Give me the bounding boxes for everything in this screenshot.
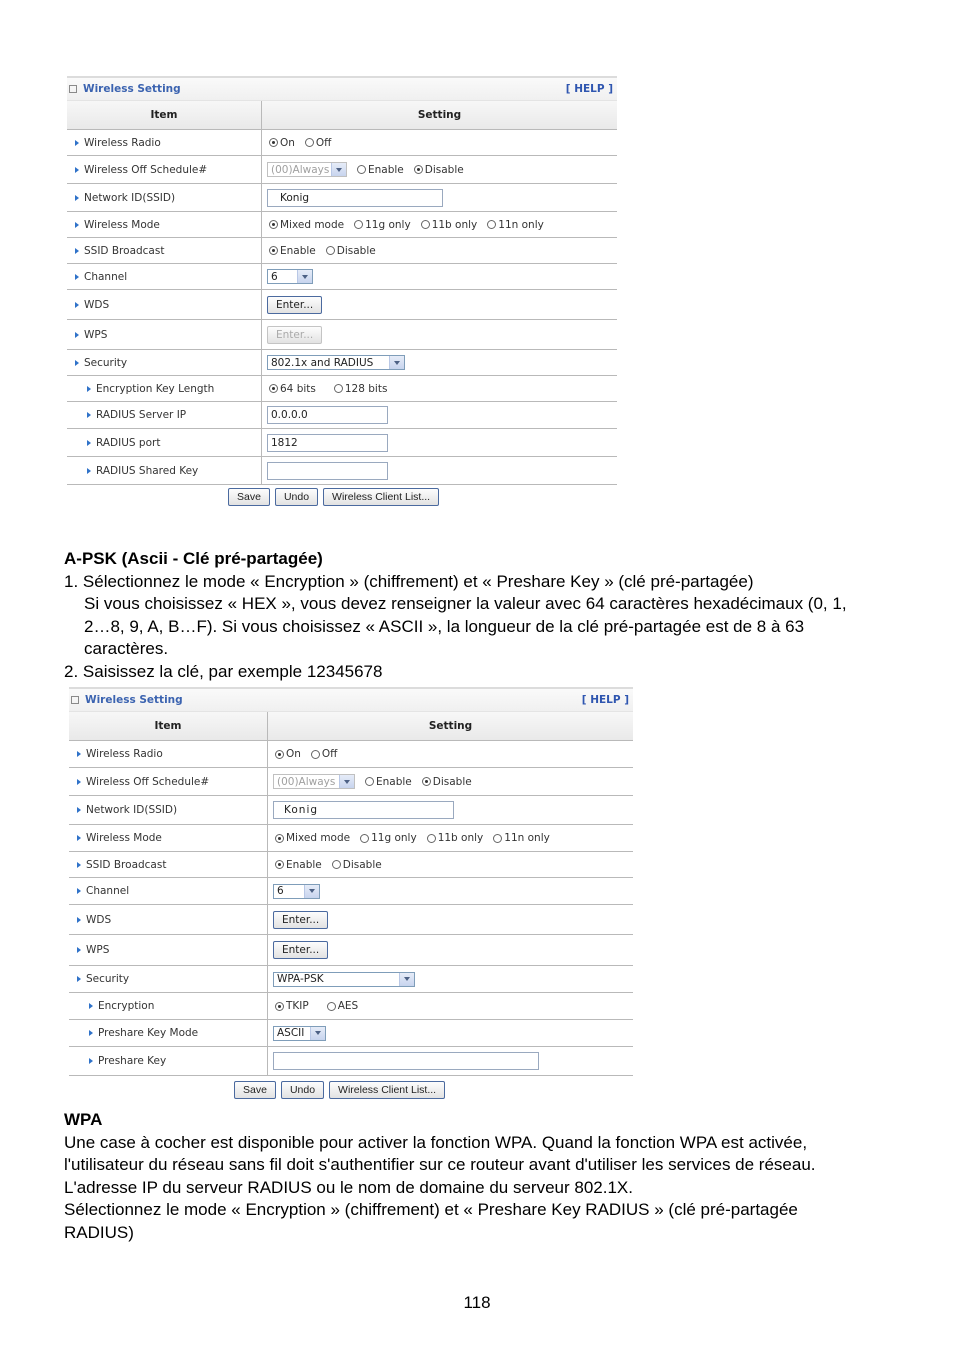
- schedule-enable-radio[interactable]: [357, 165, 366, 174]
- page-number: 118: [463, 1293, 491, 1312]
- row-label-wireless-mode: Wireless Mode: [84, 218, 160, 231]
- mode-g-label: 11g only: [371, 832, 417, 844]
- settings-table: [69, 712, 633, 1076]
- broadcast-disable-radio[interactable]: [332, 860, 341, 869]
- schedule-disable-radio[interactable]: [414, 165, 423, 174]
- ssid-input[interactable]: Konig: [267, 189, 443, 207]
- col-setting-header: Setting: [262, 101, 618, 130]
- save-button[interactable]: Save: [228, 488, 270, 506]
- col-item-header: Item: [67, 101, 262, 130]
- schedule-disable-label: Disable: [424, 163, 464, 176]
- arrow-icon: [75, 332, 79, 338]
- arrow-icon: [77, 751, 81, 757]
- radio-on-label: On: [280, 136, 295, 149]
- keylen-128-label: 128 bits: [344, 382, 388, 395]
- channel-select-value: 6: [277, 885, 284, 897]
- arrow-icon: [77, 807, 81, 813]
- mode-g-label: 11g only: [365, 218, 411, 231]
- step-1-line-2: Si vous choisissez « HEX », vous devez renseigner la valeur avec 64 caractères hexadécimaux (0, 1,: [84, 594, 847, 613]
- security-select[interactable]: [273, 972, 415, 987]
- row-label-ssid-broadcast: SSID Broadcast: [84, 244, 165, 257]
- schedule-enable-label: Enable: [376, 775, 412, 788]
- wireless-client-list-button[interactable]: Wireless Client List...: [329, 1081, 445, 1099]
- undo-button[interactable]: Undo: [275, 488, 318, 506]
- arrow-icon: [77, 862, 81, 868]
- row-label-wireless-radio: Wireless Radio: [84, 136, 161, 149]
- channel-select-value: 6: [271, 270, 278, 283]
- mode-n-radio[interactable]: [493, 834, 502, 843]
- arrow-icon: [75, 360, 79, 366]
- chevron-down-icon: [297, 270, 312, 283]
- arrow-icon: [77, 976, 81, 982]
- panel-title: Wireless Setting: [85, 694, 183, 706]
- row-label-security: Security: [84, 356, 128, 369]
- paragraph-line: Une case à cocher est disponible pour activer la fonction WPA. Quand la fonction WPA est activée,: [64, 1132, 808, 1152]
- col-setting-header: Setting: [268, 712, 634, 741]
- schedule-enable-radio[interactable]: [365, 777, 374, 786]
- mode-mixed-radio[interactable]: [269, 220, 278, 229]
- mode-mixed-label: Mixed mode: [280, 218, 345, 231]
- arrow-icon: [75, 274, 79, 280]
- row-label-wireless-mode: Wireless Mode: [86, 832, 162, 844]
- schedule-disable-radio[interactable]: [422, 777, 431, 786]
- row-label-ssid-broadcast: SSID Broadcast: [86, 858, 167, 871]
- encryption-aes-radio[interactable]: [327, 1002, 336, 1011]
- help-link[interactable]: [ HELP ]: [565, 83, 613, 95]
- row-label-preshare-key: Preshare Key: [98, 1055, 167, 1067]
- wps-enter-button[interactable]: Enter...: [273, 941, 328, 959]
- square-icon: [71, 696, 79, 704]
- radio-on[interactable]: [275, 750, 284, 759]
- broadcast-enable-label: Enable: [280, 244, 316, 257]
- key-mode-select-value: ASCII: [277, 1027, 305, 1039]
- panel2-button-row: [234, 1081, 445, 1099]
- row-label-wireless-radio: Wireless Radio: [86, 748, 163, 760]
- row-label-radius-ip: RADIUS Server IP: [96, 409, 187, 421]
- channel-select[interactable]: [273, 884, 320, 899]
- mode-g-radio[interactable]: [360, 834, 369, 843]
- arrow-icon: [75, 222, 79, 228]
- mode-n-label: 11n only: [498, 218, 544, 231]
- settings-table: [67, 101, 617, 485]
- arrow-icon: [75, 248, 79, 254]
- arrow-icon: [87, 440, 91, 446]
- chevron-down-icon: [304, 885, 319, 898]
- arrow-icon: [75, 167, 79, 173]
- arrow-icon: [89, 1058, 93, 1064]
- encryption-tkip-label: TKIP: [286, 1000, 309, 1012]
- broadcast-enable-radio[interactable]: [275, 860, 284, 869]
- preshare-key-input[interactable]: [273, 1052, 539, 1070]
- undo-button[interactable]: Undo: [281, 1081, 324, 1099]
- encryption-tkip-radio[interactable]: [275, 1002, 284, 1011]
- row-label-channel: Channel: [86, 885, 130, 897]
- channel-select[interactable]: [267, 269, 313, 284]
- broadcast-disable-label: Disable: [342, 858, 382, 871]
- arrow-icon: [87, 412, 91, 418]
- row-label-schedule: Wireless Off Schedule#: [84, 163, 208, 176]
- paragraph-line: L'adresse IP du serveur RADIUS ou le nom de domaine du serveur 802.1X.: [64, 1177, 633, 1197]
- step-1-line-4: caractères.: [84, 639, 169, 658]
- schedule-select-value: (00)Always: [277, 775, 336, 788]
- mode-mixed-label: Mixed mode: [286, 832, 351, 844]
- broadcast-enable-radio[interactable]: [269, 246, 278, 255]
- row-label-schedule: Wireless Off Schedule#: [86, 775, 210, 788]
- row-label-encryption: Encryption: [98, 1000, 155, 1012]
- section-heading: A-PSK (Ascii - Clé pré-partagée): [64, 549, 323, 568]
- row-label-wps: WPS: [84, 328, 108, 341]
- row-label-ssid: Network ID(SSID): [84, 191, 176, 204]
- schedule-select[interactable]: [267, 162, 347, 177]
- panel1-button-row: [228, 488, 439, 506]
- row-label-wps: WPS: [86, 944, 110, 956]
- security-select-value: WPA-PSK: [277, 973, 324, 985]
- chevron-down-icon: [331, 163, 346, 176]
- schedule-disable-label: Disable: [432, 775, 472, 788]
- wireless-client-list-button[interactable]: Wireless Client List...: [323, 488, 439, 506]
- mode-b-radio[interactable]: [421, 220, 430, 229]
- chevron-down-icon: [310, 1027, 325, 1040]
- step-1: 1. Sélectionnez le mode « Encryption » (chiffrement) et « Preshare Key » (clé pré-partagée): [64, 571, 754, 591]
- radius-port-input[interactable]: 1812: [267, 434, 388, 452]
- arrow-icon: [77, 835, 81, 841]
- help-link[interactable]: [ HELP ]: [581, 694, 629, 706]
- arrow-icon: [75, 140, 79, 146]
- row-label-preshare-key-mode: Preshare Key Mode: [98, 1027, 199, 1039]
- radius-key-input[interactable]: [267, 462, 388, 480]
- row-label-ssid: Network ID(SSID): [86, 804, 178, 816]
- panel-title: Wireless Setting: [83, 83, 181, 95]
- wds-enter-button[interactable]: Enter...: [273, 911, 328, 929]
- arrow-icon: [77, 917, 81, 923]
- chevron-down-icon: [399, 973, 414, 986]
- section-heading: WPA: [64, 1110, 103, 1129]
- arrow-icon: [87, 468, 91, 474]
- security-select-value: 802.1x and RADIUS: [271, 356, 374, 369]
- keylen-128-radio[interactable]: [334, 384, 343, 393]
- arrow-icon: [77, 779, 81, 785]
- radio-off[interactable]: [305, 138, 314, 147]
- wireless-setting-panel-1: [67, 76, 617, 485]
- panel-header: [67, 76, 617, 101]
- wps-enter-button[interactable]: Enter...: [267, 326, 322, 344]
- mode-b-label: 11b only: [437, 832, 484, 844]
- arrow-icon: [77, 888, 81, 894]
- wds-enter-button[interactable]: Enter...: [267, 296, 322, 314]
- row-label-radius-key: RADIUS Shared Key: [96, 464, 199, 477]
- radio-off-label: Off: [315, 136, 332, 149]
- broadcast-disable-label: Disable: [336, 244, 376, 257]
- wireless-setting-panel-2: [69, 687, 633, 1076]
- arrow-icon: [75, 302, 79, 308]
- panel-header: [69, 687, 633, 712]
- step-2: 2. Saisissez la clé, par exemple 12345678: [64, 661, 383, 681]
- row-label-key-length: Encryption Key Length: [96, 382, 215, 395]
- radio-off[interactable]: [311, 750, 320, 759]
- row-label-wds: WDS: [86, 913, 112, 926]
- row-label-security: Security: [86, 973, 130, 985]
- arrow-icon: [77, 947, 81, 953]
- broadcast-disable-radio[interactable]: [326, 246, 335, 255]
- save-button[interactable]: Save: [234, 1081, 276, 1099]
- radio-off-label: Off: [321, 748, 338, 760]
- mode-b-label: 11b only: [431, 218, 478, 231]
- arrow-icon: [89, 1003, 93, 1009]
- ssid-input[interactable]: Konig: [273, 801, 454, 819]
- radio-on[interactable]: [269, 138, 278, 147]
- arrow-icon: [75, 195, 79, 201]
- row-label-channel: Channel: [84, 270, 128, 283]
- step-1-line-3: 2…8, 9, A, B…F). Si vous choisissez « ASCII », la longueur de la clé pré-partagée est de 8 à 63: [84, 616, 805, 636]
- mode-n-label: 11n only: [504, 832, 550, 844]
- mode-mixed-radio[interactable]: [275, 834, 284, 843]
- row-label-wds: WDS: [84, 298, 110, 311]
- radio-on-label: On: [286, 748, 301, 760]
- section-wpa: [64, 1109, 904, 1244]
- chevron-down-icon: [389, 356, 404, 369]
- mode-n-radio[interactable]: [487, 220, 496, 229]
- mode-g-radio[interactable]: [354, 220, 363, 229]
- paragraph-line: RADIUS): [64, 1222, 134, 1242]
- paragraph-line: l'utilisateur du réseau sans fil doit s'authentifier sur ce routeur avant d'utiliser les services de réseau.: [64, 1155, 816, 1174]
- row-label-radius-port: RADIUS port: [96, 436, 161, 449]
- encryption-aes-label: AES: [337, 1000, 359, 1012]
- keylen-64-radio[interactable]: [269, 384, 278, 393]
- arrow-icon: [89, 1030, 93, 1036]
- paragraph-line: Sélectionnez le mode « Encryption » (chiffrement) et « Preshare Key RADIUS » (clé pré-partagée: [64, 1200, 798, 1219]
- mode-b-radio[interactable]: [427, 834, 436, 843]
- broadcast-enable-label: Enable: [286, 858, 322, 871]
- schedule-enable-label: Enable: [368, 163, 404, 176]
- chevron-down-icon: [339, 775, 354, 788]
- arrow-icon: [87, 386, 91, 392]
- security-select[interactable]: [267, 355, 405, 370]
- keylen-64-label: 64 bits: [280, 382, 316, 395]
- square-icon: [69, 85, 77, 93]
- radius-ip-input[interactable]: 0.0.0.0: [267, 406, 388, 424]
- schedule-select[interactable]: [273, 774, 355, 789]
- col-item-header: Item: [69, 712, 268, 741]
- section-apsk: [64, 548, 904, 683]
- schedule-select-value: (00)Always: [271, 163, 330, 176]
- key-mode-select[interactable]: [273, 1026, 326, 1041]
